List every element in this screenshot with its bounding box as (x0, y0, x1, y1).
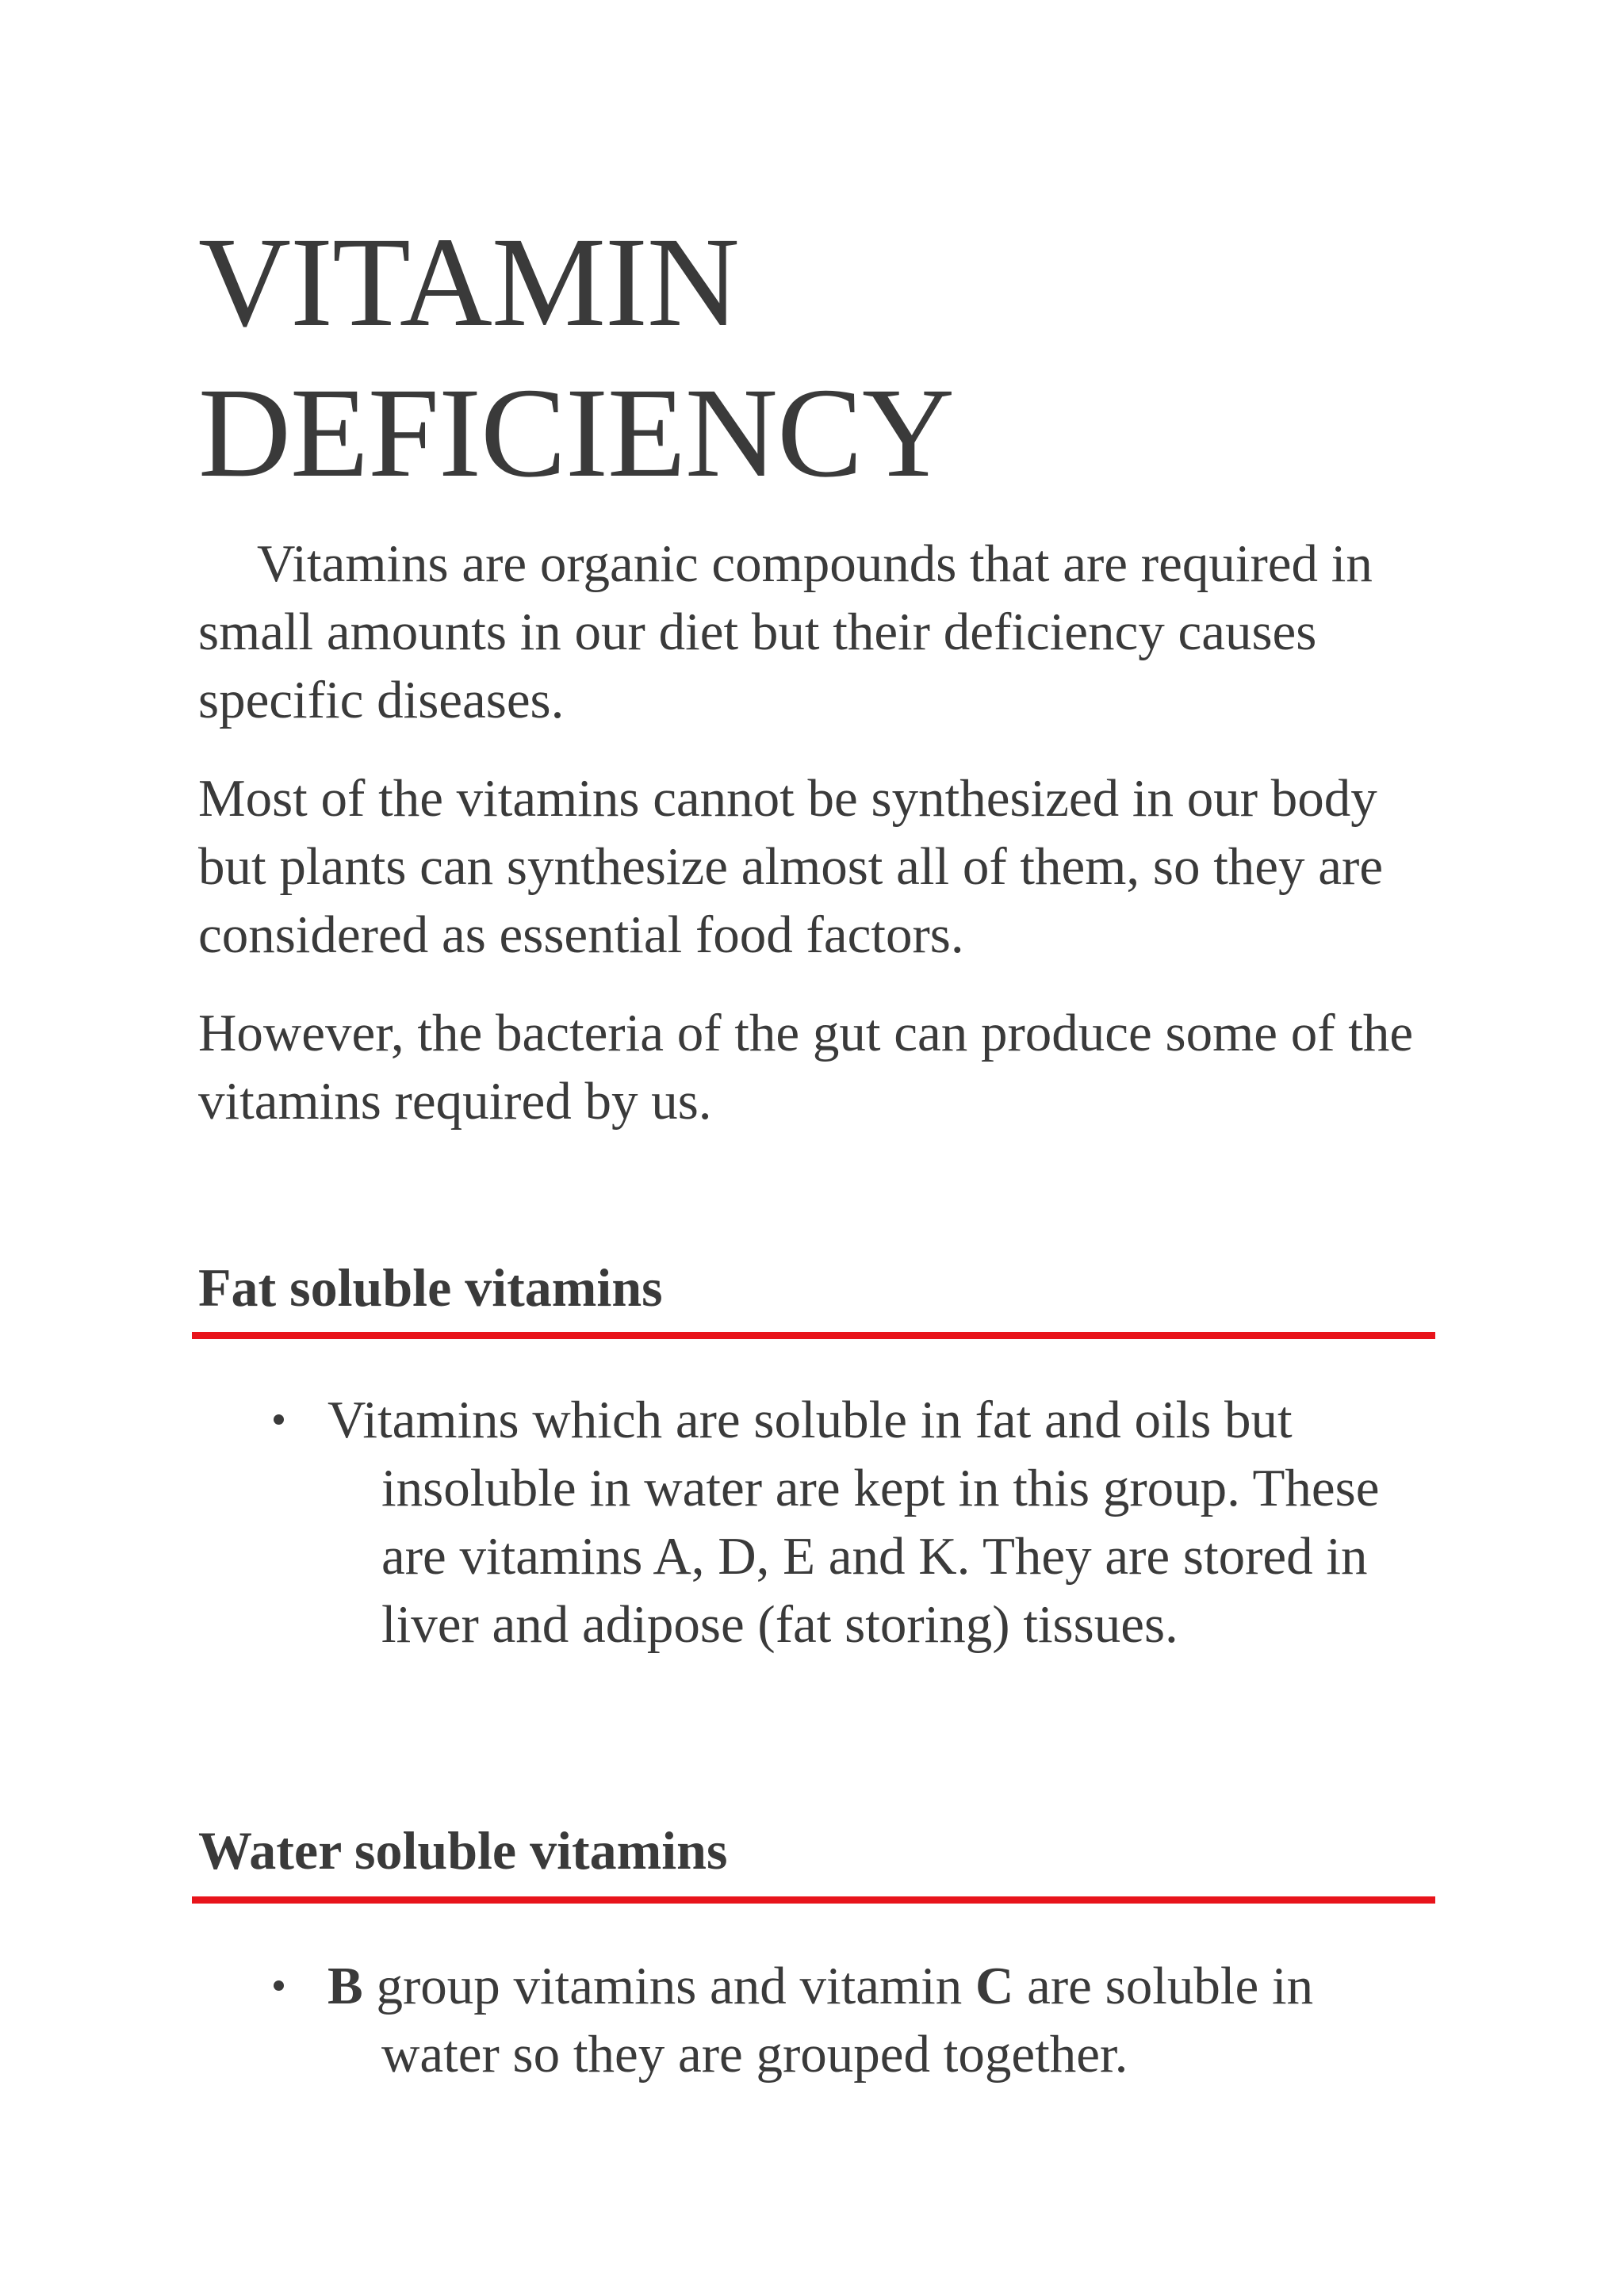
fat-soluble-heading: Fat soluble vitamins (198, 1257, 663, 1318)
intro-paragraph-2: Most of the vitamins cannot be synthesized in our body but plants can synthesize almost all of them, so they are considered as essential food factors. (198, 769, 1384, 964)
water-soluble-text-mid: group vitamins and vitamin (362, 1957, 975, 2015)
water-soluble-text-end: are soluble in water so they are grouped together. (381, 1957, 1314, 2084)
title-line-2: DEFICIENCY (198, 362, 954, 504)
title-line-1: VITAMIN (198, 212, 739, 354)
water-soluble-list (274, 1952, 1415, 2088)
vitamin-b-label: B (327, 1957, 363, 2015)
fat-soluble-bullet-text: Vitamins which are soluble in fat and oils but insoluble in water are kept in this group. These are vitamins A, D, E and K. They are stored in liver and adipose (fat storing) tissues. (327, 1391, 1380, 1654)
water-soluble-bullet-text (327, 1952, 1415, 2088)
bullet-icon (274, 1980, 284, 1991)
bullet-icon (274, 1414, 284, 1425)
water-soluble-heading: Water soluble vitamins (198, 1820, 728, 1881)
water-soluble-divider (192, 1896, 1435, 1904)
water-soluble-bullet (274, 1952, 1415, 2088)
page-title (198, 208, 954, 509)
vitamin-c-label: C (975, 1957, 1014, 2015)
intro-section (198, 530, 1435, 1165)
fat-soluble-list (274, 1386, 1384, 1659)
fat-soluble-divider (192, 1332, 1435, 1339)
fat-soluble-bullet (274, 1386, 1384, 1659)
intro-paragraph-3: However, the bacteria of the gut can produce some of the vitamins required by us. (198, 1004, 1414, 1131)
intro-paragraph-1: Vitamins are organic compounds that are required in small amounts in our diet but their deficiency causes specific diseases. (198, 534, 1373, 729)
